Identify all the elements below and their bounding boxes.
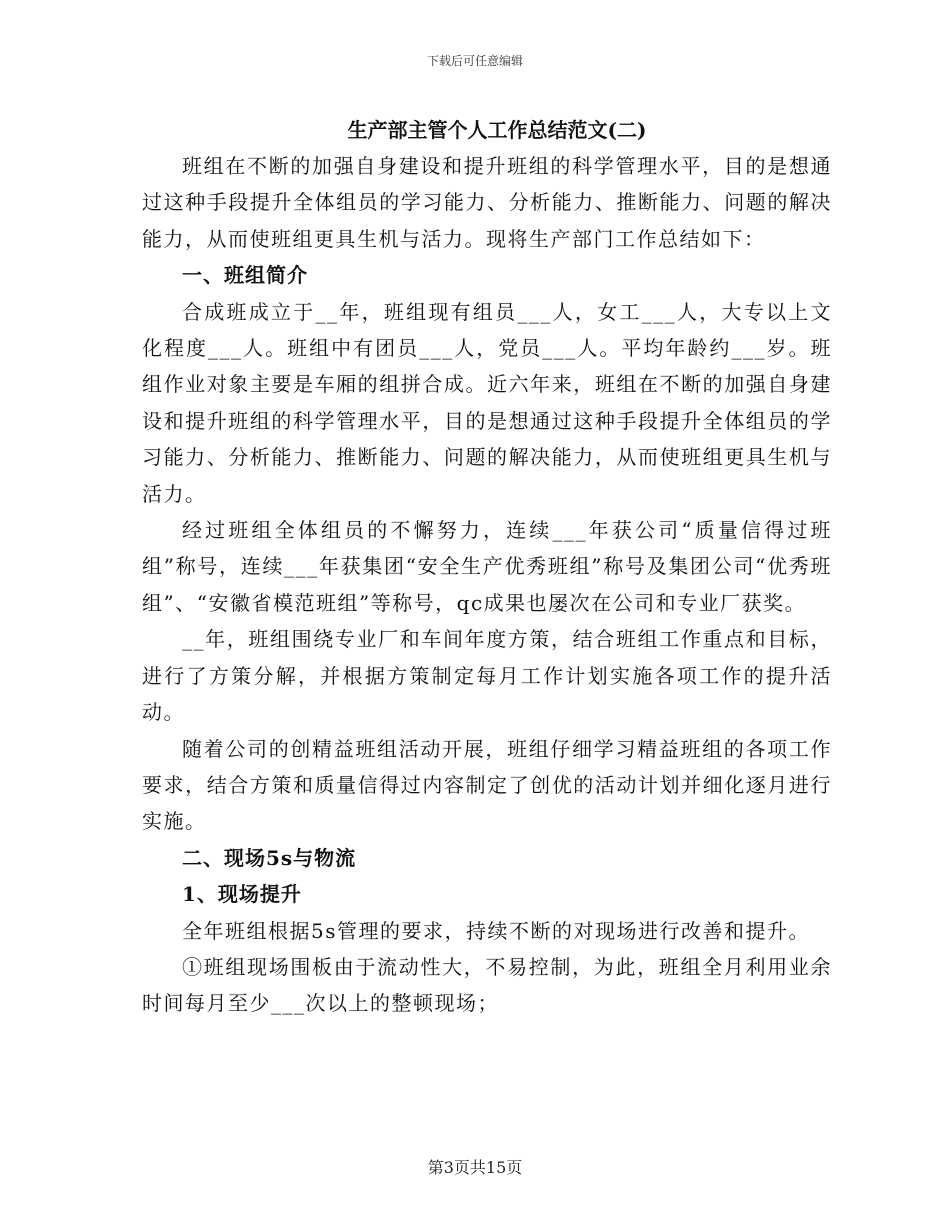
section-heading-5s-logistics: 二、现场5s与物流 [182,845,357,870]
subsection-heading-site-improvement: 1、现场提升 [182,882,302,907]
team-intro-paragraph-4: 随着公司的创精益班组活动开展，班组仔细学习精益班组的各项工作要求，结合方策和质量信得过内容制定了创优的活动计划并细化逐月进行实施。 [142,736,832,834]
document-title: 生产部主管个人工作总结范文(二) [347,118,647,142]
team-intro-paragraph-1: 合成班成立于__年，班组现有组员___人，女工___人，大专以上文化程度___人。班组中有团员___人，党员___人。平均年龄约___岁。班组作业对象主要是车厢的组拼合成。近六年来，班组在不断的加强自身建设和提升班组的科学管理水平，目的是想通过这种手段提升全体组员的学习能力、分析能力、推断能力、问题的解决能力，从而使班组更具生机与活力。 [142,299,832,506]
site-improvement-paragraph-2: ①班组现场围板由于流动性大，不易控制，为此，班组全月利用业余时间每月至少___次以上的整顿现场； [142,954,832,1016]
section-heading-team-intro: 一、班组简介 [182,263,308,288]
site-improvement-paragraph-1: 全年班组根据5s管理的要求，持续不断的对现场进行改善和提升。 [182,918,810,943]
document-body [142,112,832,1022]
page-footer-page-number: 第3页共15页 [427,1158,523,1177]
team-intro-paragraph-3: __年，班组围绕专业厂和车间年度方策，结合班组工作重点和目标，进行了方策分解，并根据方策制定每月工作计划实施各项工作的提升活动。 [142,627,832,725]
intro-paragraph: 班组在不断的加强自身建设和提升班组的科学管理水平，目的是想通过这种手段提升全体组员的学习能力、分析能力、推断能力、问题的解决能力，从而使班组更具生机与活力。现将生产部门工作总结如下： [142,154,832,251]
page-header-note: 下载后可任意编辑 [426,54,523,68]
team-intro-paragraph-2: 经过班组全体组员的不懈努力，连续___年获公司“质量信得过班组”称号，连续___年获集团“安全生产优秀班组”称号及集团公司“优秀班组”、“安徽省模范班组”等称号，qc成果也屡次在公司和专业厂获奖。 [142,518,832,615]
